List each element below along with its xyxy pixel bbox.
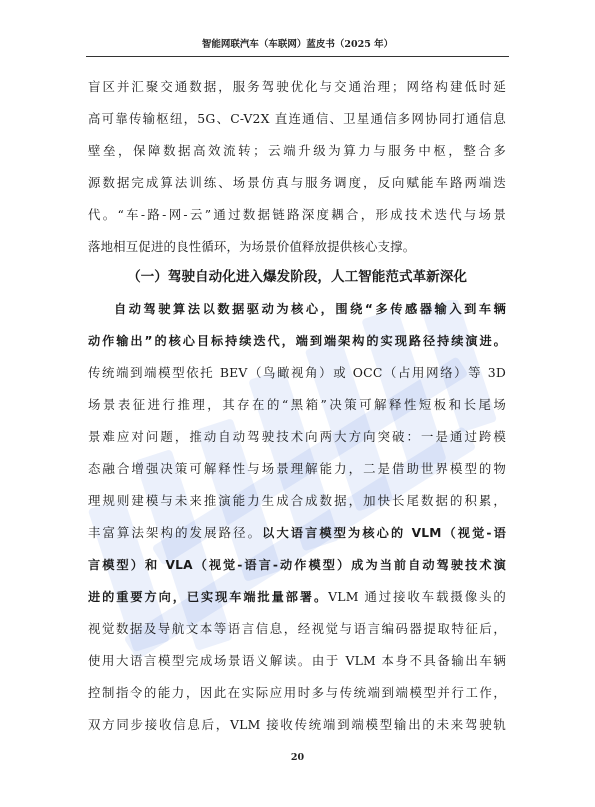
body-text-line-mixed [88,525,506,541]
page-header: 智能网联汽车（车联网）蓝皮书（2025 年） [201,39,394,50]
bold-text: 自动驾驶算法以数据驱动为核心，围绕“多传感器输入到车辆 [114,302,506,316]
body-text-line: 场景表征进行推理，其存在的“黑箱”决策可解释性短板和长尾场 [88,397,506,412]
body-text-line: 态融合增强决策可解释性与场景理解能力，二是借助世界模型的物 [88,461,506,476]
body-text-line-mixed [88,589,506,605]
body-text-line: 景难应对问题，推动自动驾驶技术向两大方向突破：一是通过跨模 [88,429,506,444]
bold-text: 言模型）和 VLA（视觉-语言-动作模型）成为当前自动驾驶技术演 [88,558,506,572]
bold-text: 动作输出”的核心目标持续迭代，端到端架构的实现路径持续演进。 [88,334,506,348]
watermark [70,300,540,660]
bold-text: 以大语言模型为核心的 VLM（视觉-语 [262,526,506,540]
body-text-line: 源数据完成算法训练、场景仿真与服务调度，反向赋能车路两端迭 [88,175,506,190]
bold-text: 进的重要方向，已实现车端批量部署。 [88,590,329,604]
header-divider [86,56,509,57]
plain-text: VLM 通过接收车载摄像头的 [328,589,507,604]
body-text-line-bold [88,333,506,349]
body-text-line: 视觉数据及导航文本等语言信息，经视觉与语言编码器提取特征后， [88,621,506,636]
body-text-line: 理规则建模与未来推演能力生成合成数据，加快长尾数据的积累， [88,493,506,508]
body-text-line: 代。“车-路-网-云”通过数据链路深度耦合，形成技术迭代与场景 [88,207,506,222]
body-text-line: 使用大语言模型完成场景语义解读。由于 VLM 本身不具备输出车辆 [88,653,506,668]
body-text-line: 控制指令的能力，因此在实际应用时多与传统端到端模型并行工作， [88,685,506,700]
body-text-line: 高可靠传输枢纽，5G、C-V2X 直连通信、卫星通信多网协同打通信息 [88,111,506,126]
body-text-line: 盲区并汇聚交通数据，服务驾驶优化与交通治理；网络构建低时延 [88,79,506,94]
page-number: 20 [290,752,305,763]
section-heading: （一）驾驶自动化进入爆发阶段，人工智能范式革新深化 [127,269,467,285]
body-text-line: 落地相互促进的良性循环，为场景价值释放提供核心支撑。 [88,239,416,254]
body-text-line: 传统端到端模型依托 BEV（鸟瞰视角）或 OCC（占用网络）等 3D [88,365,506,380]
body-text-line-bold [88,557,506,573]
body-text-line: 壁垒，保障数据高效流转；云端升级为算力与服务中枢，整合多 [88,143,506,158]
body-text-line-bold [114,301,506,317]
plain-text: 丰富算法架构的发展路径。 [88,525,263,540]
body-text-line: 双方同步接收信息后，VLM 接收传统端到端模型输出的未来驾驶轨 [88,717,506,732]
